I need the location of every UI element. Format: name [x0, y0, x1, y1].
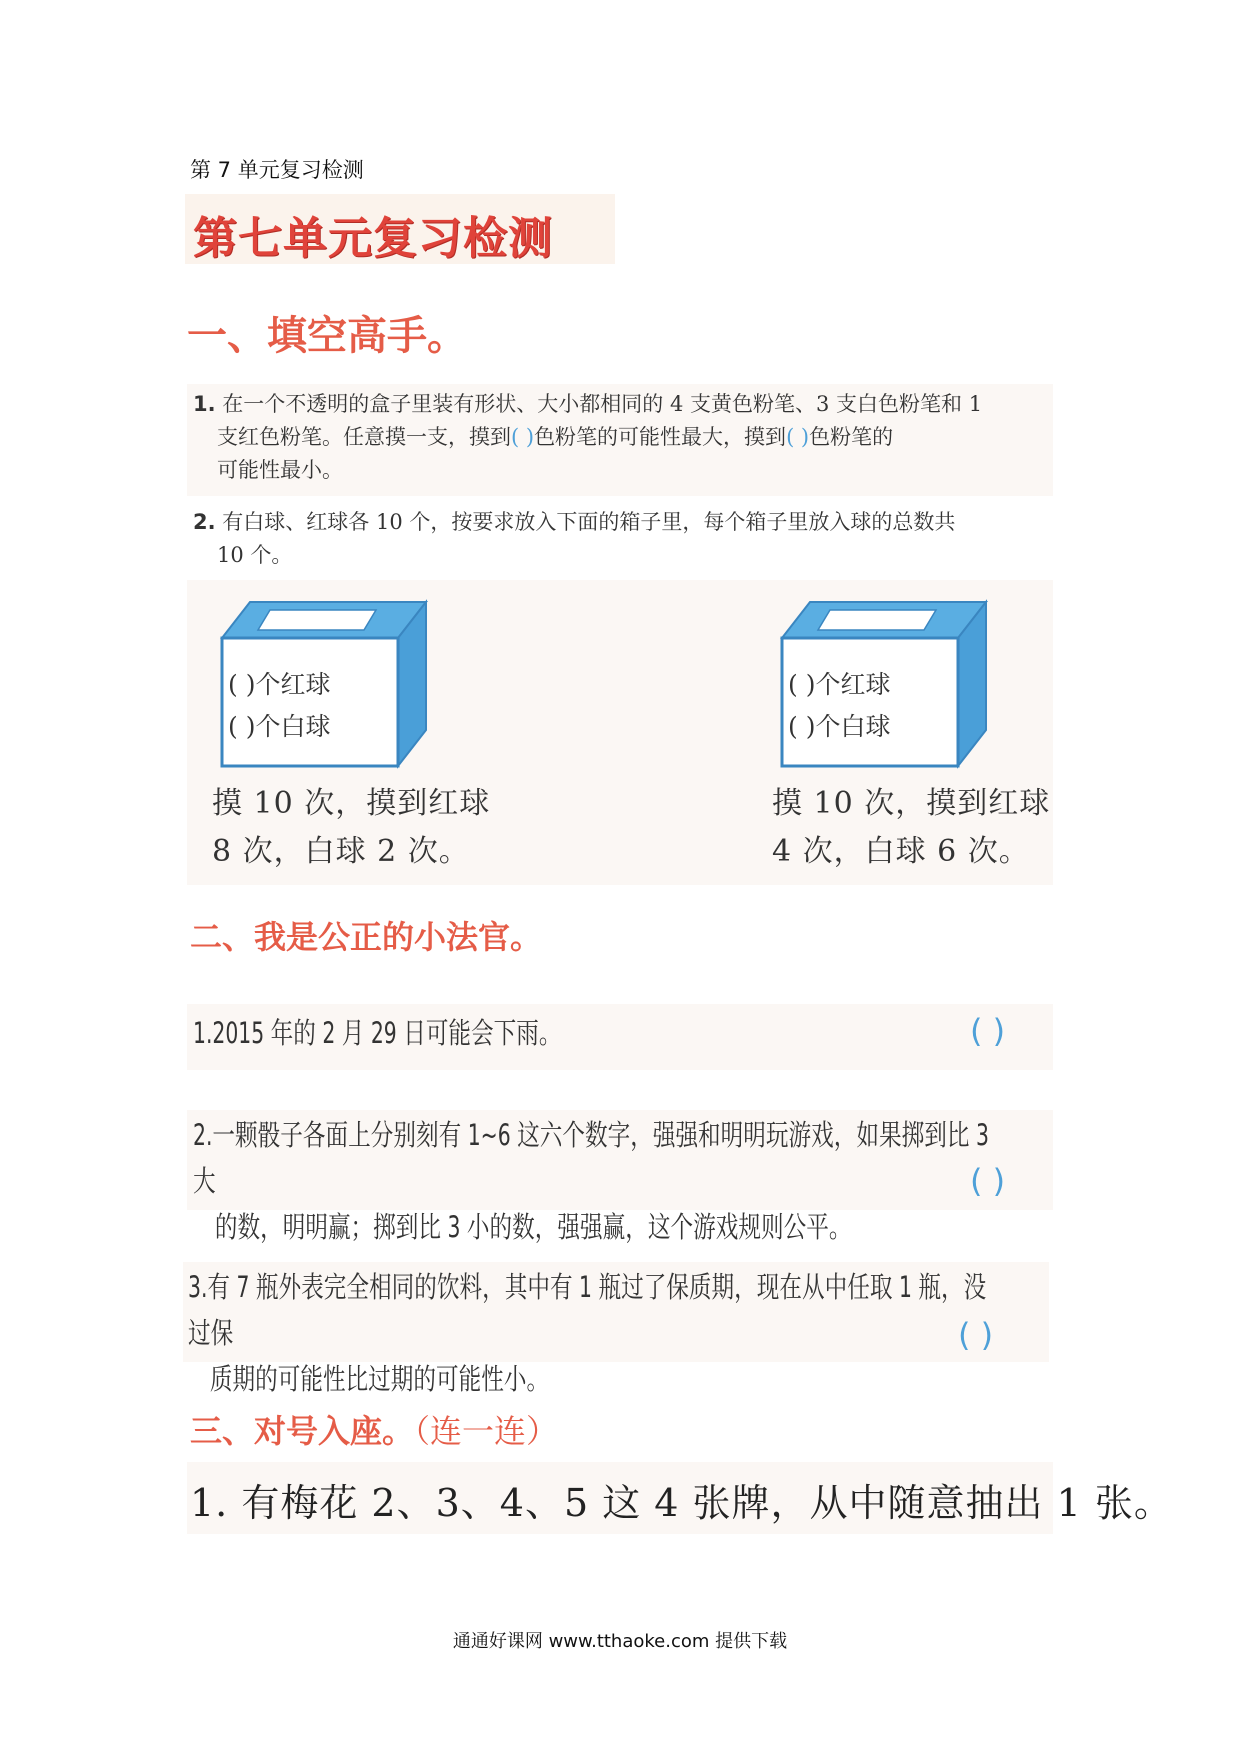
s1-q2 [193, 506, 1063, 572]
top-label: 第 7 单元复习检测 [190, 158, 364, 182]
s2-q2-line1: 一颗骰子各面上分别刻有 1~6 这六个数字，强强和明明玩游戏，如果掷到比 3 大 [193, 1118, 989, 1198]
red-ball-blank[interactable]: ( )个红球 [228, 670, 331, 699]
s1-q1-line3: 可能性最小。 [217, 458, 343, 482]
answer-paren[interactable]: ( ) [970, 1162, 1006, 1200]
box2-caption-line1: 摸 10 次，摸到红球 [772, 786, 1051, 821]
box1-caption-line1: 摸 10 次，摸到红球 [212, 786, 491, 821]
section3-title-note: （连一连） [414, 1412, 559, 1450]
s2-q1 [193, 1010, 562, 1056]
s1-q1 [193, 388, 1063, 487]
section3-title [190, 1406, 558, 1452]
section2-title: 二、我是公正的小法官。 [190, 918, 543, 956]
white-ball-blank[interactable]: ( )个白球 [788, 712, 891, 741]
q-number: 2. [193, 510, 216, 534]
box1-caption-line2: 8 次，白球 2 次。 [212, 834, 470, 869]
title-banner: 第七单元复习检测 [193, 213, 553, 264]
answer-blank[interactable]: ( ) [511, 425, 535, 449]
s1-q2-line1: 有白球、红球各 10 个，按要求放入下面的箱子里，每个箱子里放入球的总数共 [222, 510, 956, 534]
white-ball-blank[interactable]: ( )个白球 [228, 712, 331, 741]
box2-caption [772, 780, 1050, 876]
s1-q1-line2c: 色粉笔的 [809, 425, 894, 449]
s2-q1-text: 2015 年的 2 月 29 日可能会下雨。 [212, 1016, 562, 1050]
s3-q1: 1. 有梅花 2、3、4、5 这 4 张牌，从中随意抽出 1 张。 [190, 1481, 1173, 1525]
section3-title-text: 三、对号入座。 [190, 1412, 415, 1450]
s1-q1-line2a: 支红色粉笔。任意摸一支，摸到 [217, 425, 511, 449]
answer-paren[interactable]: ( ) [970, 1012, 1006, 1050]
box1-labels [228, 664, 330, 748]
q-number: 1. [193, 1016, 213, 1050]
s1-q2-line2: 10 个。 [217, 543, 293, 567]
s2-q3 [188, 1264, 1009, 1402]
s2-q3-line1: 有 7 瓶外表完全相同的饮料，其中有 1 瓶过了保质期，现在从中任取 1 瓶，没过保 [188, 1270, 987, 1350]
q-number: 2. [193, 1118, 213, 1152]
s1-q1-line1: 在一个不透明的盒子里装有形状、大小都相同的 4 支黄色粉笔、3 支白色粉笔和 1 [222, 392, 983, 416]
q-number: 1. [193, 392, 216, 416]
s2-q2-line2: 的数，明明赢；掷到比 3 小的数，强强赢，这个游戏规则公平。 [214, 1210, 852, 1244]
footer-credit: 通通好课网 www.tthaoke.com 提供下载 [452, 1631, 788, 1652]
box2-caption-line2: 4 次，白球 6 次。 [772, 834, 1030, 869]
q-number: 3. [188, 1270, 208, 1304]
s1-q1-line2b: 色粉笔的可能性最大，摸到 [534, 425, 787, 449]
box1-caption [212, 780, 490, 876]
answer-blank[interactable]: ( ) [786, 425, 810, 449]
s2-q2 [193, 1112, 1010, 1250]
s2-q3-line2: 质期的可能性比过期的可能性小。 [209, 1362, 550, 1396]
answer-paren[interactable]: ( ) [958, 1316, 994, 1354]
section1-title: 一、填空高手。 [187, 313, 467, 359]
box2-labels [788, 664, 890, 748]
red-ball-blank[interactable]: ( )个红球 [788, 670, 891, 699]
